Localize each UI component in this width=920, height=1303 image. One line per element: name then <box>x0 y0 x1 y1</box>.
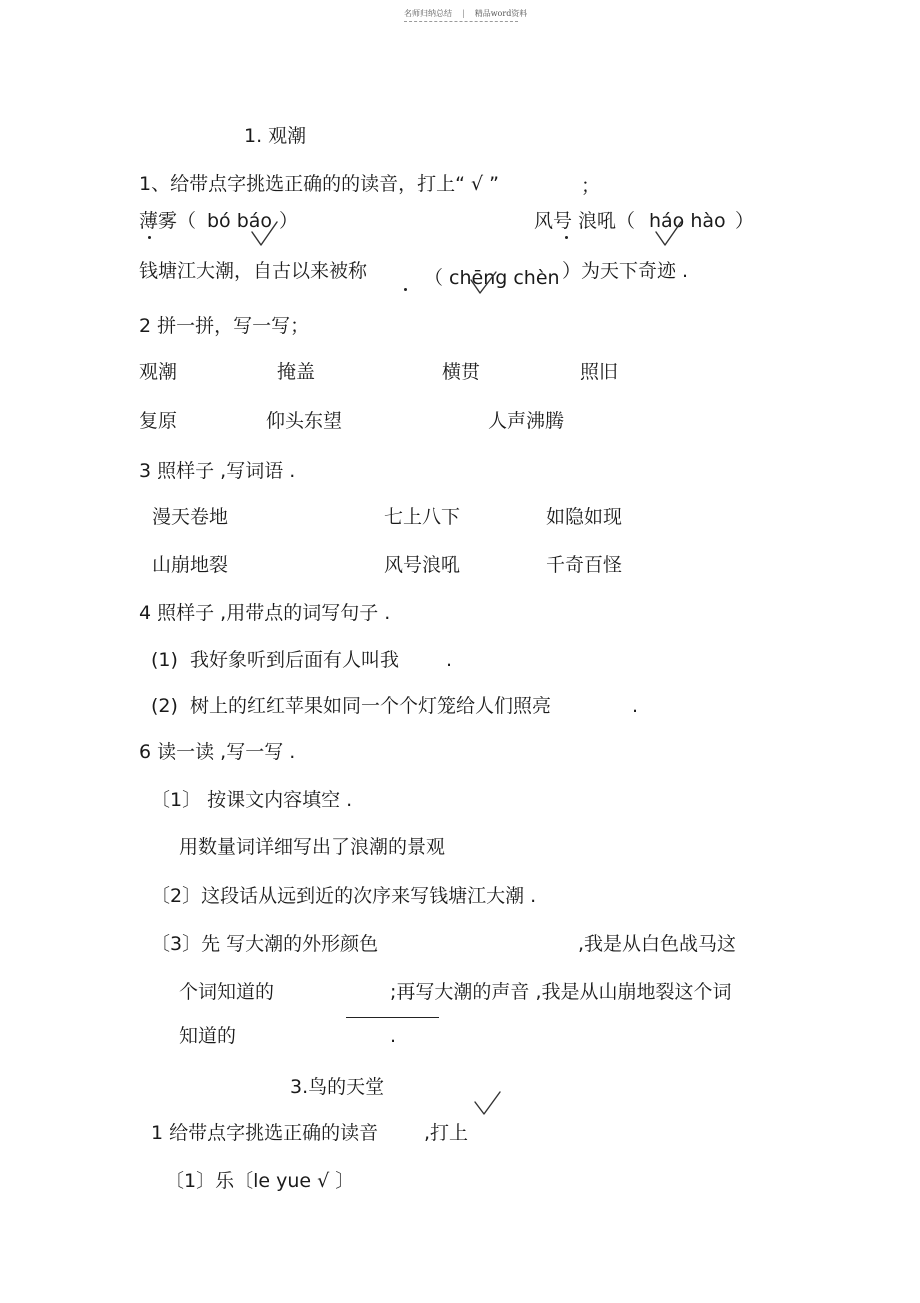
emphasis-dot <box>148 236 151 239</box>
emphasis-dot <box>404 288 407 291</box>
q6-part3-e: 知道的 <box>179 1025 237 1047</box>
q3-word: 如隐如现 <box>546 506 623 528</box>
q3-word: 漫天卷地 <box>152 506 229 528</box>
q3-word: 山崩地裂 <box>152 554 229 576</box>
q6-part2: 〔2〕这段话从远到近的次序来写钱塘江大潮 . <box>151 885 537 907</box>
header-right-text: 精品word资料 <box>474 9 528 18</box>
q2-word: 复原 <box>139 410 178 432</box>
lesson3-q1-instruction: 1 给带点字挑选正确的读音 <box>151 1122 379 1144</box>
q2-word: 掩盖 <box>277 361 316 383</box>
q2-word: 横贯 <box>442 361 481 383</box>
header-separator: | <box>462 9 465 18</box>
q1-item3-pinyin: （ chēng chèn <box>424 267 560 289</box>
q2-word: 照旧 <box>580 361 619 383</box>
answer-blank-line <box>346 1017 439 1018</box>
checkmark-icon <box>473 1090 503 1118</box>
q6-part3-c: 个词知道的 <box>179 981 275 1003</box>
q1-instruction: 1、给带点字挑选正确的的读音，打上“ √ ” <box>139 173 499 195</box>
q4-sentence-text: 我好象听到后面有人叫我 <box>190 649 400 671</box>
q1-item2-word: 风号 浪吼（ <box>534 210 636 232</box>
q1-item2-pinyin: háo hào <box>649 210 726 232</box>
page-header <box>404 8 527 19</box>
q2-word: 仰头东望 <box>266 410 343 432</box>
lesson3-q1-item1: 〔1〕乐〔le yue √ 〕 <box>165 1170 355 1192</box>
lesson3-q1-tail: ,打上 <box>424 1122 469 1144</box>
lesson3-title: 3.鸟的天堂 <box>290 1076 385 1098</box>
q1-item1-close: ） <box>279 210 299 232</box>
q1-item2-close: ） <box>735 210 755 232</box>
q4-sentence-number: (2) <box>151 695 178 717</box>
q2-instruction: 2 拼一拼，写一写； <box>139 315 310 337</box>
q4-sentence-text: 树上的红红苹果如同一个个灯笼给人们照亮 <box>190 695 552 717</box>
q1-item3-rest: ）为天下奇迹 . <box>562 260 689 282</box>
q4-sentence-end: . <box>446 649 453 671</box>
q2-word: 人声沸腾 <box>488 410 565 432</box>
checkmark-icon <box>654 220 684 248</box>
q6-part3-f: . <box>390 1025 397 1047</box>
q6-part1: 〔1〕 按课文内容填空 . <box>151 789 353 811</box>
emphasis-dot <box>565 236 568 239</box>
q6-instruction: 6 读一读 ,写一写 . <box>139 741 296 763</box>
q1-item1-word: 薄雾（ <box>139 210 197 232</box>
header-left-text: 名师归纳总结 <box>404 9 452 18</box>
q3-word: 千奇百怪 <box>546 554 623 576</box>
q3-word: 风号浪吼 <box>384 554 461 576</box>
q6-part3-a: 〔3〕先 写大潮的外形颜色 <box>151 933 379 955</box>
lesson1-title: 1. 观潮 <box>244 125 307 147</box>
q6-part3-d: ;再写大潮的声音 ,我是从山崩地裂这个词 <box>390 981 732 1003</box>
q4-sentence-number: (1) <box>151 649 178 671</box>
q6-part1-line: 用数量词详细写出了浪潮的景观 <box>179 836 446 858</box>
q3-word: 七上八下 <box>384 506 461 528</box>
q3-instruction: 3 照样子 ,写词语 . <box>139 460 296 482</box>
q2-word: 观潮 <box>139 361 178 383</box>
q1-item1-pinyin: bó báo <box>207 210 273 232</box>
q6-part3-b: ,我是从白色战马这 <box>578 933 737 955</box>
q1-item3-text: 钱塘江大潮，自古以来被称 <box>139 260 368 282</box>
q1-semicolon: ； <box>581 175 601 197</box>
header-dashed-rule <box>404 21 518 22</box>
q4-sentence-end: . <box>632 695 639 717</box>
checkmark-icon <box>469 270 499 296</box>
q4-instruction: 4 照样子 ,用带点的词写句子 . <box>139 602 391 624</box>
checkmark-icon <box>250 220 280 248</box>
